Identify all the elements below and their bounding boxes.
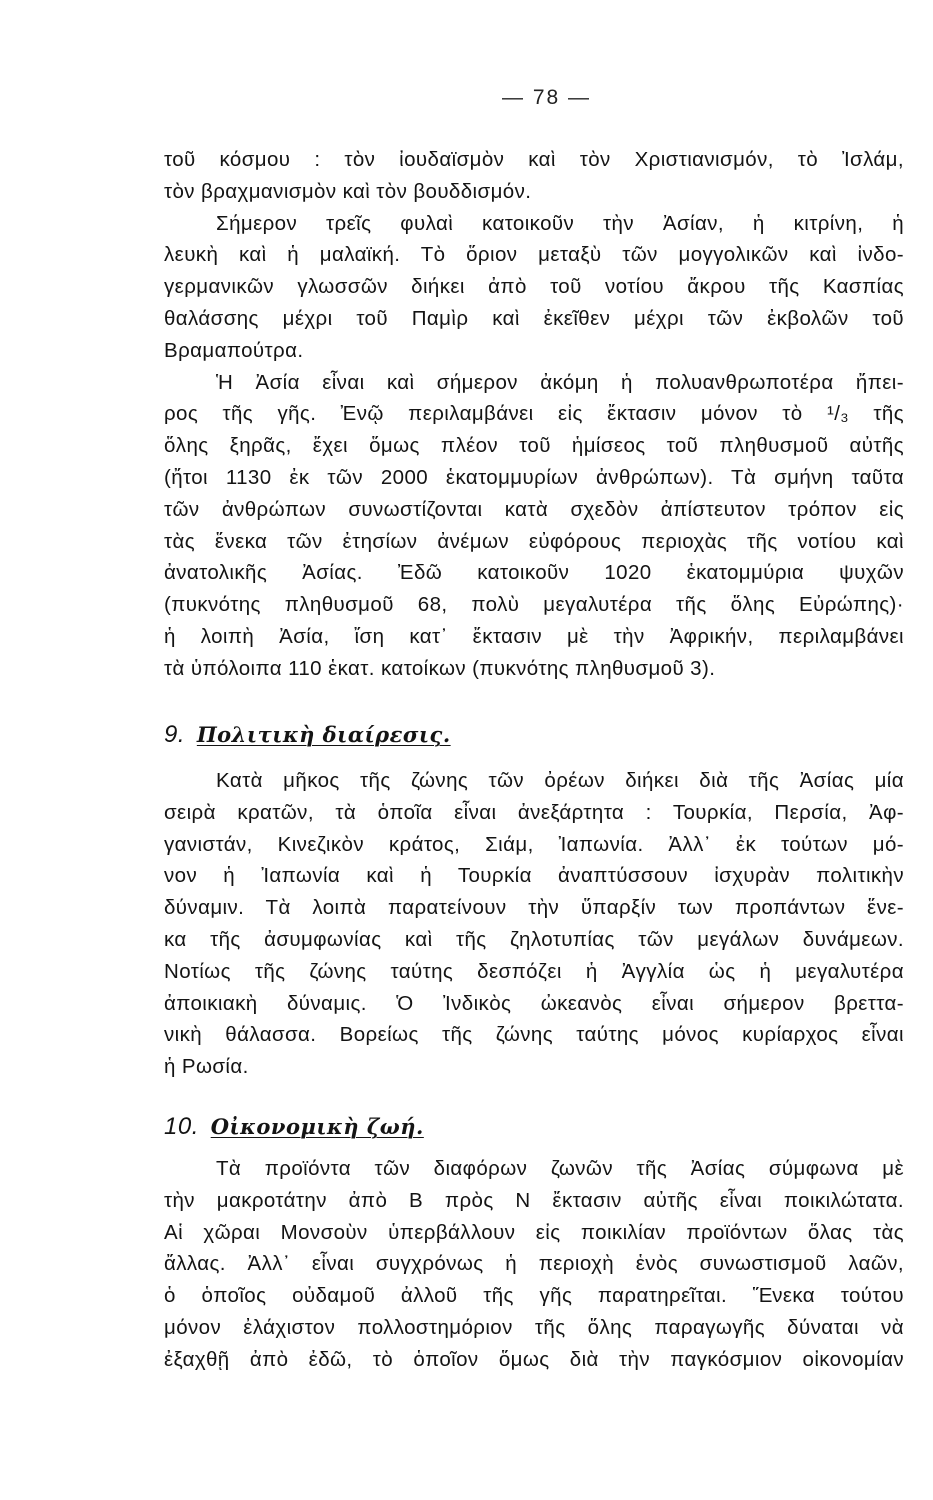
text-line: ἐξαχθῇ ἀπὸ ἐδῶ, τὸ ὁποῖον ὅμως διὰ τὴν παγκόσμιον οἰκονομίαν bbox=[164, 1347, 904, 1371]
text-line: ἄλλας. Ἀλλ᾽ εἶναι συγχρόνως ἡ περιοχὴ ἑνὸς συνωστισμοῦ λαῶν, bbox=[164, 1252, 904, 1276]
text-line: νον ἡ Ἰαπωνία καὶ ἡ Τουρκία ἀναπτύσσουν ἰσχυρὰν πολιτικὴν bbox=[164, 864, 904, 888]
text-line: ἀνατολικῆς Ἀσίας. Ἐδῶ κατοικοῦν 1020 ἑκατομμύρια ψυχῶν bbox=[164, 561, 904, 585]
text-line: μόνον ἐλάχιστον πολλοστημόριον τῆς ὅλης παραγωγῆς δύναται νὰ bbox=[164, 1315, 904, 1339]
text-line: ἡ Ρωσία. bbox=[164, 1055, 249, 1079]
text-line: τὴν μακροτάτην ἀπὸ Β πρὸς Ν ἔκτασιν αὐτῆς εἶναι ποικιλώτατα. bbox=[164, 1188, 904, 1212]
text-line: γανιστάν, Κινεζικὸν κράτος, Σιάμ, Ἰαπωνία. Ἀλλ᾽ ἐκ τούτων μό- bbox=[164, 832, 904, 856]
section-number: 9. bbox=[164, 721, 186, 748]
text-line: τὰς ἕνεκα τῶν ἐτησίων ἀνέμων εὐφόρους περιοχὰς τῆς νοτίου καὶ bbox=[164, 529, 904, 553]
text-line: ρος τῆς γῆς. Ἐνῷ περιλαμβάνει εἰς ἔκτασιν μόνον τὸ ¹/₃ τῆς bbox=[164, 402, 904, 426]
text-line: Ἡ Ἀσία εἶναι καὶ σήμερον ἀκόμη ἡ πολυανθρωποτέρα ἤπει- bbox=[216, 370, 904, 394]
text-line: τῶν ἀνθρώπων συνωστίζονται κατὰ σχεδὸν ἀπίστευτον τρόπον εἰς bbox=[164, 497, 904, 521]
text-line: γερμανικῶν γλωσσῶν διήκει ἀπὸ τοῦ νοτίου ἄκρου τῆς Κασπίας bbox=[164, 275, 904, 299]
text-line: λευκὴ καὶ ἡ μαλαϊκή. Τὸ ὅριον μεταξὺ τῶν μογγολικῶν καὶ ἰνδο- bbox=[164, 243, 904, 267]
section-heading-economic-life bbox=[164, 1112, 904, 1142]
text-line: τοῦ κόσμου : τὸν ἰουδαϊσμὸν καὶ τὸν Χριστιανισμόν, τὸ Ἰσλάμ, bbox=[164, 148, 904, 171]
page-number: — 78 — bbox=[501, 86, 592, 109]
paragraph-block-religions-population bbox=[164, 144, 904, 685]
text-line: κα τῆς ἀσυμφωνίας καὶ τῆς ζηλοτυπίας τῶν μεγάλων δυνάμεων. bbox=[164, 927, 904, 951]
text-line: θαλάσσης μέχρι τοῦ Παμὶρ καὶ ἐκεῖθεν μέχρι τῶν ἐκβολῶν τοῦ bbox=[164, 306, 904, 330]
text-line: (πυκνότης πληθυσμοῦ 68, πολὺ μεγαλυτέρα τῆς ὅλης Εὐρώπης)· bbox=[164, 593, 904, 617]
paragraph-block-economic-life bbox=[164, 1153, 904, 1376]
text-line: Νοτίως τῆς ζώνης ταύτης δεσπόζει ἡ Ἀγγλία ὡς ἡ μεγαλυτέρα bbox=[164, 959, 904, 983]
text-line: ὅλης ξηρᾶς, ἔχει ὅμως πλέον τοῦ ἡμίσεος τοῦ πληθυσμοῦ αὐτῆς bbox=[164, 434, 904, 458]
text-line: δύναμιν. Τὰ λοιπὰ παρατείνουν τὴν ὕπαρξίν των προπάντων ἕνε- bbox=[164, 896, 904, 920]
text-line: τὸν βραχμανισμὸν καὶ τὸν βουδδισμόν. bbox=[164, 179, 532, 203]
text-line: τὰ ὑπόλοιπα 110 ἑκατ. κατοίκων (πυκνότης πληθυσμοῦ 3). bbox=[164, 656, 716, 680]
section-number: 10. bbox=[164, 1113, 199, 1140]
text-line: (ἤτοι 1130 ἐκ τῶν 2000 ἑκατομμυρίων ἀνθρώπων). Τὰ σμήνη ταῦτα bbox=[164, 465, 904, 489]
section-title: Πολιτικὴ διαίρεσις. bbox=[196, 722, 451, 747]
section-heading-political-division bbox=[164, 720, 904, 750]
section-title: Οἰκονομικὴ ζωή. bbox=[210, 1114, 424, 1139]
text-line: Σήμερον τρεῖς φυλαὶ κατοικοῦν τὴν Ἀσίαν, ἡ κιτρίνη, ἡ bbox=[216, 211, 904, 235]
paragraph-block-political-division bbox=[164, 765, 904, 1083]
text-line: Βραμαπούτρα. bbox=[164, 338, 304, 362]
text-line: Κατὰ μῆκος τῆς ζώνης τῶν ὀρέων διήκει διὰ τῆς Ἀσίας μία bbox=[216, 769, 904, 792]
text-line: Τὰ προϊόντα τῶν διαφόρων ζωνῶν τῆς Ἀσίας σύμφωνα μὲ bbox=[216, 1157, 904, 1180]
text-line: νικὴ θάλασσα. Βορείως τῆς ζώνης ταύτης μόνος κυρίαρχος εἶναι bbox=[164, 1023, 904, 1047]
text-line: ὁ ὁποῖος οὐδαμοῦ ἀλλοῦ τῆς γῆς παρατηρεῖται. Ἕνεκα τούτου bbox=[164, 1284, 904, 1308]
text-line: σειρὰ κρατῶν, τὰ ὁποῖα εἶναι ἀνεξάρτητα : Τουρκία, Περσία, Ἀφ- bbox=[164, 800, 904, 824]
text-line: Αἱ χῶραι Μονσοὺν ὑπερβάλλουν εἰς ποικιλίαν προϊόντων ὅλας τὰς bbox=[164, 1220, 904, 1244]
text-line: ἀποικιακὴ δύναμις. Ὁ Ἰνδικὸς ὠκεανὸς εἶναι σήμερον βρεττα- bbox=[164, 991, 904, 1015]
text-line: ἡ λοιπὴ Ἀσία, ἴση κατ᾽ ἔκτασιν μὲ τὴν Ἀφρικήν, περιλαμβάνει bbox=[164, 624, 904, 648]
